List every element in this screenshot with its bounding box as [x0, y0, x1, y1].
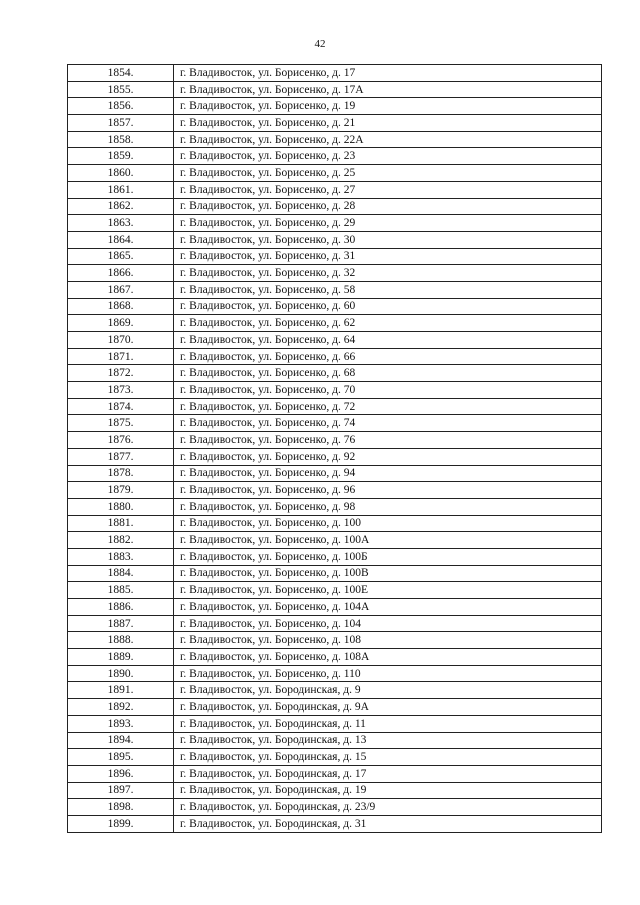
- address-cell: г. Владивосток, ул. Бородинская, д. 17: [174, 765, 602, 782]
- table-row: [68, 248, 602, 265]
- table-row: [68, 665, 602, 682]
- row-number-cell: 1885.: [68, 582, 174, 599]
- table-row: [68, 365, 602, 382]
- row-number-cell: 1896.: [68, 765, 174, 782]
- table-row: [68, 782, 602, 799]
- row-number-cell: 1863.: [68, 215, 174, 232]
- row-number-cell: 1857.: [68, 115, 174, 132]
- address-cell: г. Владивосток, ул. Борисенко, д. 22А: [174, 131, 602, 148]
- address-cell: г. Владивосток, ул. Борисенко, д. 31: [174, 248, 602, 265]
- row-number-cell: 1894.: [68, 732, 174, 749]
- address-cell: г. Владивосток, ул. Борисенко, д. 62: [174, 315, 602, 332]
- address-cell: г. Владивосток, ул. Бородинская, д. 23/9: [174, 799, 602, 816]
- table-row: [68, 131, 602, 148]
- row-number-cell: 1888.: [68, 632, 174, 649]
- table-row: [68, 715, 602, 732]
- address-cell: г. Владивосток, ул. Бородинская, д. 11: [174, 715, 602, 732]
- row-number-cell: 1892.: [68, 699, 174, 716]
- row-number-cell: 1884.: [68, 565, 174, 582]
- row-number-cell: 1858.: [68, 131, 174, 148]
- address-cell: г. Владивосток, ул. Борисенко, д. 104А: [174, 599, 602, 616]
- address-cell: г. Владивосток, ул. Борисенко, д. 100А: [174, 532, 602, 549]
- address-cell: г. Владивосток, ул. Борисенко, д. 100: [174, 515, 602, 532]
- address-cell: г. Владивосток, ул. Борисенко, д. 94: [174, 465, 602, 482]
- row-number-cell: 1881.: [68, 515, 174, 532]
- row-number-cell: 1860.: [68, 165, 174, 182]
- table-row: [68, 332, 602, 349]
- address-cell: г. Владивосток, ул. Борисенко, д. 66: [174, 348, 602, 365]
- row-number-cell: 1871.: [68, 348, 174, 365]
- row-number-cell: 1870.: [68, 332, 174, 349]
- address-cell: г. Владивосток, ул. Борисенко, д. 72: [174, 398, 602, 415]
- table-row: [68, 231, 602, 248]
- address-cell: г. Владивосток, ул. Бородинская, д. 9: [174, 682, 602, 699]
- row-number-cell: 1895.: [68, 749, 174, 766]
- row-number-cell: 1886.: [68, 599, 174, 616]
- table-row: [68, 682, 602, 699]
- table-row: [68, 532, 602, 549]
- table-row: [68, 482, 602, 499]
- table-row: [68, 432, 602, 449]
- table-row: [68, 582, 602, 599]
- table-row: [68, 148, 602, 165]
- row-number-cell: 1867.: [68, 281, 174, 298]
- row-number-cell: 1882.: [68, 532, 174, 549]
- row-number-cell: 1890.: [68, 665, 174, 682]
- table-row: [68, 348, 602, 365]
- table-row: [68, 815, 602, 832]
- table-row: [68, 298, 602, 315]
- table-row: [68, 632, 602, 649]
- row-number-cell: 1869.: [68, 315, 174, 332]
- address-cell: г. Владивосток, ул. Борисенко, д. 110: [174, 665, 602, 682]
- row-number-cell: 1893.: [68, 715, 174, 732]
- row-number-cell: 1899.: [68, 815, 174, 832]
- address-cell: г. Владивосток, ул. Борисенко, д. 68: [174, 365, 602, 382]
- address-cell: г. Владивосток, ул. Бородинская, д. 31: [174, 815, 602, 832]
- address-cell: г. Владивосток, ул. Борисенко, д. 100В: [174, 565, 602, 582]
- address-cell: г. Владивосток, ул. Борисенко, д. 19: [174, 98, 602, 115]
- table-row: [68, 565, 602, 582]
- address-cell: г. Владивосток, ул. Борисенко, д. 58: [174, 281, 602, 298]
- row-number-cell: 1887.: [68, 615, 174, 632]
- address-cell: г. Владивосток, ул. Борисенко, д. 100Е: [174, 582, 602, 599]
- table-row: [68, 382, 602, 399]
- row-number-cell: 1873.: [68, 382, 174, 399]
- address-cell: г. Владивосток, ул. Борисенко, д. 17: [174, 65, 602, 82]
- table-row: [68, 315, 602, 332]
- address-cell: г. Владивосток, ул. Борисенко, д. 27: [174, 181, 602, 198]
- table-row: [68, 115, 602, 132]
- address-cell: г. Владивосток, ул. Борисенко, д. 100Б: [174, 548, 602, 565]
- address-cell: г. Владивосток, ул. Борисенко, д. 74: [174, 415, 602, 432]
- row-number-cell: 1879.: [68, 482, 174, 499]
- address-cell: г. Владивосток, ул. Борисенко, д. 98: [174, 498, 602, 515]
- table-row: [68, 699, 602, 716]
- table-row: [68, 398, 602, 415]
- row-number-cell: 1898.: [68, 799, 174, 816]
- row-number-cell: 1856.: [68, 98, 174, 115]
- address-cell: г. Владивосток, ул. Борисенко, д. 76: [174, 432, 602, 449]
- table-row: [68, 732, 602, 749]
- table-row: [68, 799, 602, 816]
- table-row: [68, 198, 602, 215]
- table-row: [68, 448, 602, 465]
- row-number-cell: 1865.: [68, 248, 174, 265]
- address-cell: г. Владивосток, ул. Бородинская, д. 19: [174, 782, 602, 799]
- address-cell: г. Владивосток, ул. Бородинская, д. 15: [174, 749, 602, 766]
- address-cell: г. Владивосток, ул. Борисенко, д. 108А: [174, 649, 602, 666]
- row-number-cell: 1897.: [68, 782, 174, 799]
- address-cell: г. Владивосток, ул. Борисенко, д. 17А: [174, 81, 602, 98]
- address-cell: г. Владивосток, ул. Борисенко, д. 70: [174, 382, 602, 399]
- table-row: [68, 515, 602, 532]
- address-cell: г. Владивосток, ул. Борисенко, д. 92: [174, 448, 602, 465]
- table-row: [68, 548, 602, 565]
- table-row: [68, 98, 602, 115]
- address-cell: г. Владивосток, ул. Борисенко, д. 32: [174, 265, 602, 282]
- row-number-cell: 1862.: [68, 198, 174, 215]
- table-row: [68, 599, 602, 616]
- row-number-cell: 1880.: [68, 498, 174, 515]
- table-row: [68, 215, 602, 232]
- address-cell: г. Владивосток, ул. Борисенко, д. 108: [174, 632, 602, 649]
- page-number: 42: [314, 38, 326, 50]
- row-number-cell: 1861.: [68, 181, 174, 198]
- row-number-cell: 1877.: [68, 448, 174, 465]
- row-number-cell: 1875.: [68, 415, 174, 432]
- table-row: [68, 415, 602, 432]
- table-row: [68, 498, 602, 515]
- table-row: [68, 265, 602, 282]
- table-row: [68, 749, 602, 766]
- table-row: [68, 281, 602, 298]
- address-cell: г. Владивосток, ул. Борисенко, д. 60: [174, 298, 602, 315]
- address-cell: г. Владивосток, ул. Борисенко, д. 104: [174, 615, 602, 632]
- address-cell: г. Владивосток, ул. Борисенко, д. 29: [174, 215, 602, 232]
- row-number-cell: 1855.: [68, 81, 174, 98]
- table-row: [68, 165, 602, 182]
- table-row: [68, 81, 602, 98]
- row-number-cell: 1891.: [68, 682, 174, 699]
- table-row: [68, 65, 602, 82]
- address-cell: г. Владивосток, ул. Борисенко, д. 25: [174, 165, 602, 182]
- address-cell: г. Владивосток, ул. Бородинская, д. 13: [174, 732, 602, 749]
- table-row: [68, 615, 602, 632]
- address-cell: г. Владивосток, ул. Бородинская, д. 9А: [174, 699, 602, 716]
- address-table-body: [68, 65, 602, 833]
- address-cell: г. Владивосток, ул. Борисенко, д. 23: [174, 148, 602, 165]
- row-number-cell: 1854.: [68, 65, 174, 82]
- table-row: [68, 649, 602, 666]
- address-cell: г. Владивосток, ул. Борисенко, д. 30: [174, 231, 602, 248]
- row-number-cell: 1878.: [68, 465, 174, 482]
- address-cell: г. Владивосток, ул. Борисенко, д. 28: [174, 198, 602, 215]
- table-row: [68, 765, 602, 782]
- address-cell: г. Владивосток, ул. Борисенко, д. 96: [174, 482, 602, 499]
- row-number-cell: 1883.: [68, 548, 174, 565]
- row-number-cell: 1868.: [68, 298, 174, 315]
- address-table: [67, 64, 602, 833]
- address-cell: г. Владивосток, ул. Борисенко, д. 21: [174, 115, 602, 132]
- row-number-cell: 1859.: [68, 148, 174, 165]
- row-number-cell: 1872.: [68, 365, 174, 382]
- row-number-cell: 1864.: [68, 231, 174, 248]
- row-number-cell: 1876.: [68, 432, 174, 449]
- address-cell: г. Владивосток, ул. Борисенко, д. 64: [174, 332, 602, 349]
- row-number-cell: 1889.: [68, 649, 174, 666]
- table-row: [68, 465, 602, 482]
- table-row: [68, 181, 602, 198]
- row-number-cell: 1874.: [68, 398, 174, 415]
- row-number-cell: 1866.: [68, 265, 174, 282]
